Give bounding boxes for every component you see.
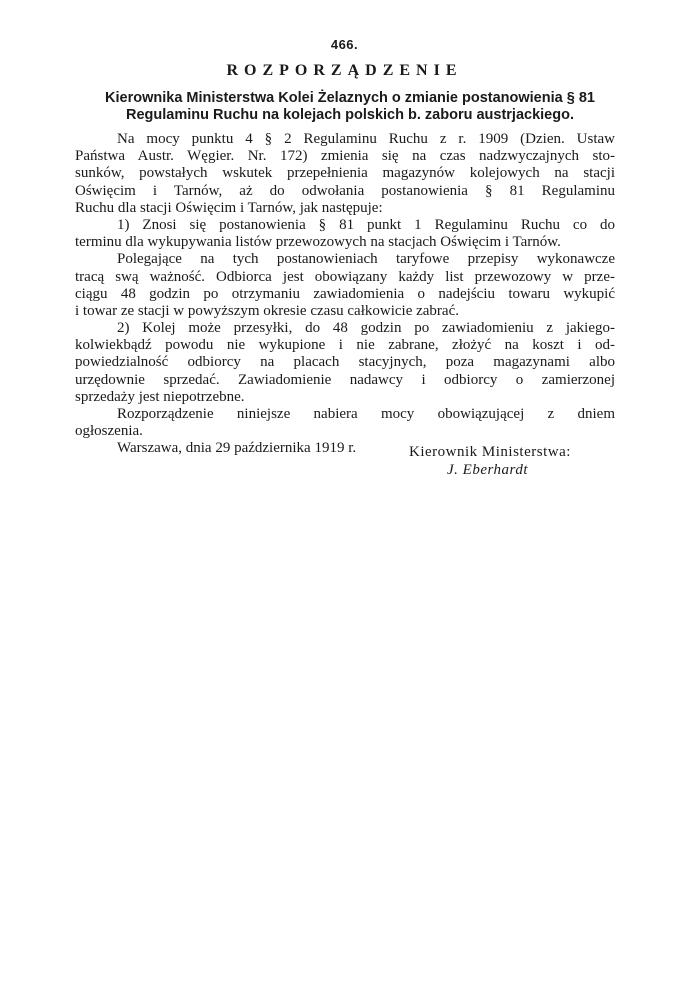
body-line: ciągu 48 godzin po otrzymaniu zawiadomienia o nadejściu towaru wykupić [75,285,615,302]
body-line: Oświęcim i Tarnów, aż do odwołania postanowienia § 81 Regulaminu [75,182,615,199]
body-line: powiedzialność odbiorcy na placach stacyjnych, poza magazynami albo [75,354,615,371]
signature-title: Kierownik Ministerstwa: [409,444,571,460]
body-line: 1) Znosi się postanowienia § 81 punkt 1 Regulaminu Ruchu co do [117,216,615,233]
body-line: Ruchu dla stacji Oświęcim i Tarnów, jak następuje: [75,199,383,216]
body-line: terminu dla wykupywania listów przewozowych na stacjach Oświęcim i Tarnów. [75,234,561,251]
body-line: i towar ze stacji w powyższym okresie czasu całkowicie zabrać. [75,302,459,319]
body-line: Na mocy punktu 4 § 2 Regulaminu Ruchu z r. 1909 (Dzien. Ustaw [117,131,615,147]
page-number: 466. [330,37,359,52]
body-line: kolwiekbądź powodu nie wykupione i nie zabrane, złożyć na koszt i od- [75,337,615,354]
body-line: sunków, powstałych wskutek przepełnienia magazynów kolejowych na stacji [75,165,615,182]
document-title: ROZPORZĄDZENIE [226,62,463,79]
subtitle-line: Kierownika Ministerstwa Kolei Żelaznych o zmianie postanowienia § 81 [105,90,595,106]
subtitle-line: Regulaminu Ruchu na kolejach polskich b. zaboru austrjackiego. [126,107,574,123]
body-line: ogłoszenia. [75,423,143,440]
signature-name: J. Eberhardt [447,462,528,478]
body-line: Państwa Austr. Węgier. Nr. 172) zmienia się na czas nadzwyczajnych sto- [75,148,615,165]
body-line: sprzedaży jest niepotrzebne. [75,388,245,405]
body-line: tracą swą ważność. Odbiorca jest obowiązany każdy list przewozowy w prze- [75,268,615,285]
body-line: Rozporządzenie niniejsze nabiera mocy obowiązującej z dniem [117,406,615,422]
document-subtitle [70,90,630,124]
body-line: 2) Kolej może przesyłki, do 48 godzin po zawiadomieniu z jakiego- [117,320,615,337]
body-line: urzędownie sprzedać. Zawiadomienie nadawcy i odbiorcy o zamierzonej [75,371,615,388]
document-body [75,131,615,458]
body-line: Polegające na tych postanowieniach taryfowe przepisy wykonawcze [117,251,615,268]
date-line: Warszawa, dnia 29 października 1919 r. [117,440,357,457]
